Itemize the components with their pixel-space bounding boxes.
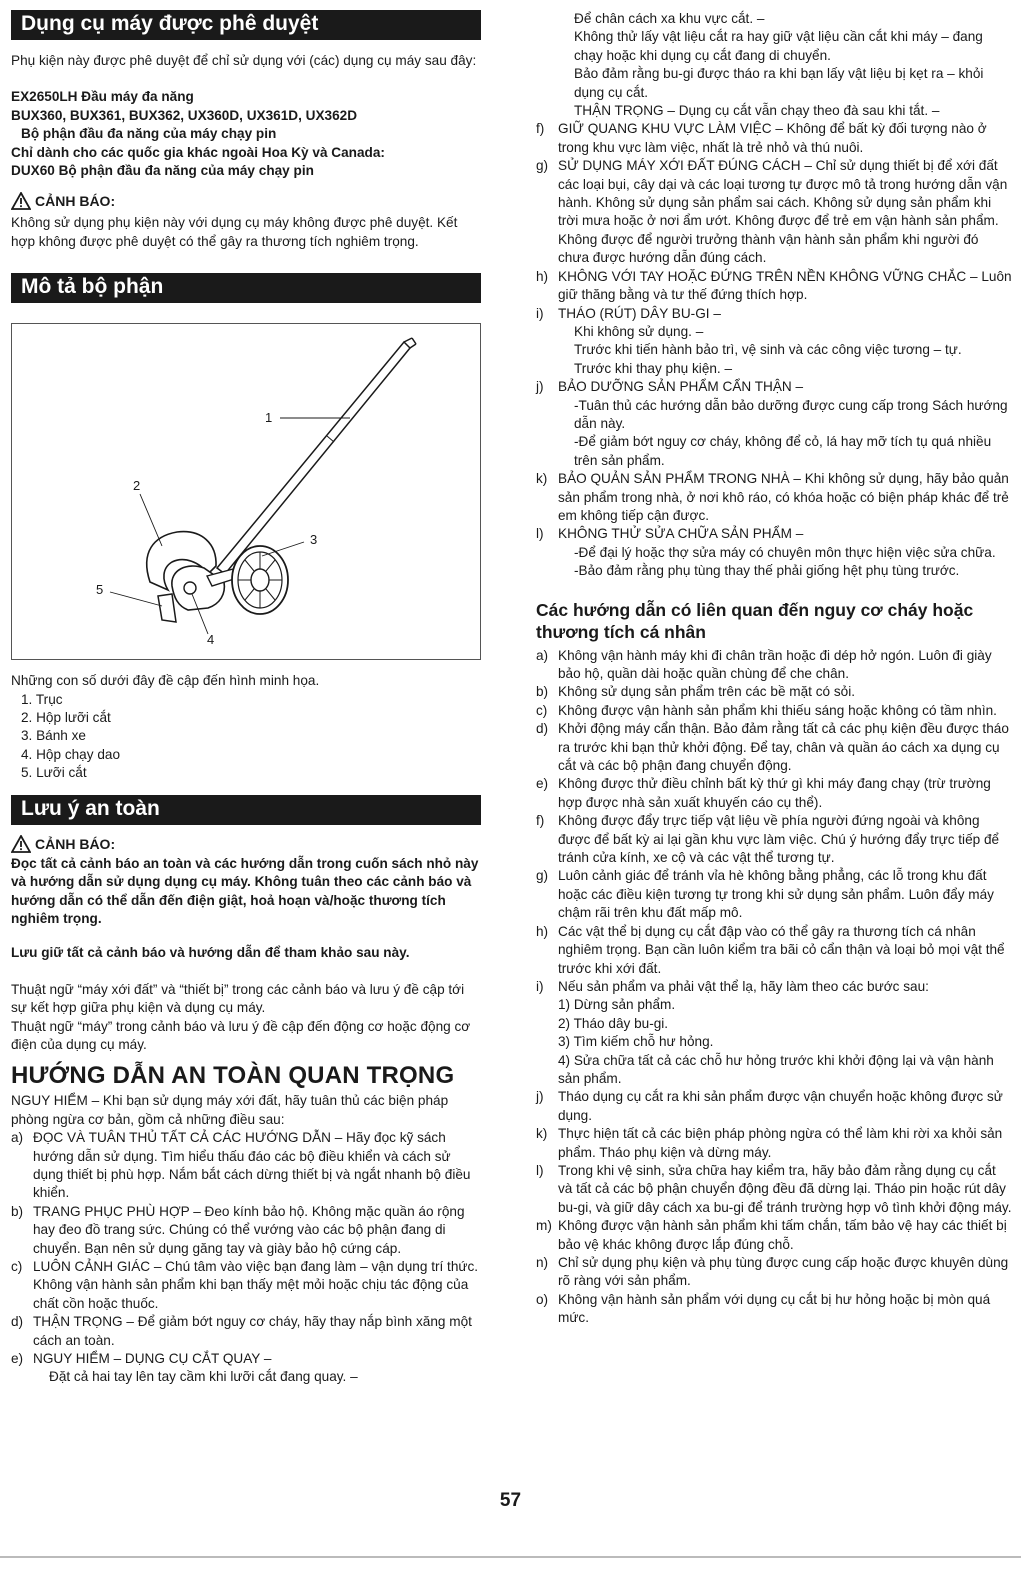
item-label: c) <box>536 702 548 718</box>
list-item <box>536 268 1012 305</box>
item-text: TRANG PHỤC PHÙ HỢP – Đeo kính bảo hộ. Không mặc quần áo rộng hay đeo đồ trang sức. Chúng có thể vướng vào các bộ phận đang di chuyển. Bạn nên sử dụng găng tay và giày bảo hộ cứng cáp. <box>33 1203 465 1256</box>
item-text: SỬ DỤNG MÁY XỚI ĐẤT ĐÚNG CÁCH – Chỉ sử dụng thiết bị để xới đất các loại bụi, cây dại và các loại tương tự được mô tả trong hướng dẫn vận hành. Không sử dụng sản phẩm sai cách. Không sử dụng sản phẩm khi trời mưa hoặc ở nơi ẩm ướt. Không được để trẻ em vận hành sản phẩm. Không được để người trưởng thành vận hành sản phẩm khi người đó chưa được hướng dẫn đúng cách. <box>558 158 1008 266</box>
item-text: THẬN TRỌNG – Để giảm bớt nguy cơ cháy, hãy thay nắp bình xăng một cách an toàn. <box>33 1314 472 1348</box>
item-label: i) <box>536 978 544 994</box>
item-text: ĐỌC VÀ TUÂN THỦ TẤT CẢ CÁC HƯỚNG DẪN – Hãy đọc kỹ sách hướng dẫn sử dụng. Tìm hiểu thấu đáo các bộ điều khiển và cách sử dụng thiết bị phù hợp. Nắm bắt cách dừng thiết bị và ngắt nhanh bộ điều khiển. <box>33 1130 471 1201</box>
item-text: Thực hiện tất cả các biện pháp phòng ngừa có thể làm khi rời xa khỏi sản phẩm. Tháo phụ kiện và dừng máy. <box>558 1126 1003 1160</box>
list-item <box>11 1313 481 1350</box>
item-text: LUÔN CẢNH GIÁC – Chú tâm vào việc bạn đang làm – vận dụng trí thức. Không vận hành sản phẩm khi bạn thấy mệt mỏi hoặc chịu tác động của chất cồn hoặc thuốc. <box>33 1259 479 1311</box>
item-i-sub: Khi không sử dụng. – <box>574 323 704 339</box>
item-text: GIỮ QUANG KHU VỰC LÀM VIỆC – Không để bất kỳ đối tượng nào ở trong khu vực làm việc, nhất là trẻ nhỏ và thú nuôi. <box>558 121 987 155</box>
item-text: Luôn cảnh giác để tránh vỉa hè không bằng phẳng, các lỗ trong khu đất hoặc các điều kiện tương tự trong khi sử dụng sản phẩm. Luôn đẩy máy chậm rãi trên khu đất mấp mô. <box>558 868 994 921</box>
item-label: h) <box>536 268 549 284</box>
item-text: Tháo dụng cụ cắt ra khi sản phẩm được vận chuyển hoặc không được sử dụng. <box>558 1089 1003 1123</box>
item-text: Các vật thể bị dụng cụ cắt đập vào có thể gây ra thương tích cá nhân nghiêm trọng. Bạn cần luôn kiểm tra bãi cỏ cẩn thận và loại bỏ mọi vật thể trước khi xới đất. <box>558 923 1005 976</box>
item-text: Không vận hành sản phẩm với dụng cụ cắt bị hư hỏng hoặc bị mòn quá mức. <box>558 1291 991 1326</box>
item-e-cont: Để chân cách xa khu vực cắt. – <box>574 11 765 26</box>
item-label: b) <box>536 684 549 700</box>
keep-instructions: Lưu giữ tất cả cảnh báo và hướng dẫn để tham khảo sau này. <box>11 945 410 961</box>
model-line: BUX360, BUX361, BUX362, UX360D, UX361D, UX362D <box>11 107 358 123</box>
item-label: k) <box>536 471 548 487</box>
item-label: l) <box>536 526 544 542</box>
list-item <box>536 1291 1012 1328</box>
item-label: l) <box>536 1162 544 1178</box>
item-label: g) <box>536 868 549 884</box>
list-item <box>536 1162 1012 1217</box>
item-label: j) <box>536 379 544 395</box>
model-line: Bộ phận đầu đa năng của máy chạy pin <box>21 126 277 142</box>
item-label: n) <box>536 1255 549 1270</box>
item-label: d) <box>11 1314 24 1330</box>
item-l-sub: -Bảo đảm rằng phụ tùng thay thế phải giống hệt phụ tùng trước. <box>574 563 960 579</box>
item-text: Không vận hành máy khi đi chân trần hoặc đi dép hở ngón. Luôn đi giày bảo hộ, quần dài hoặc quần chùng để che chân. <box>558 647 992 681</box>
list-item <box>536 378 1012 396</box>
item-i-sub: Trước khi tiến hành bảo trì, vệ sinh và các công việc tương – tự. <box>574 342 962 358</box>
list-item <box>536 1088 1012 1125</box>
list-item <box>11 1258 481 1313</box>
item-label: g) <box>536 158 549 174</box>
item-e-cont: THẬN TRỌNG – Dụng cụ cắt vẫn chạy theo đà sau khi tắt. – <box>574 103 940 119</box>
list-item <box>536 120 1012 157</box>
fire-injury-list <box>536 647 1012 1328</box>
item-text: Không được vận hành sản phẩm khi tấm chắn, tấm bảo vệ hay các thiết bị bảo vệ khác không được lắp đúng chỗ. <box>558 1218 1007 1252</box>
item-text: Không được thử điều chỉnh bất kỳ thứ gì khi máy đang chạy (trừ trường hợp được nhà sản xuất khuyến cáo cụ thể). <box>558 776 991 810</box>
callout-5: 5 <box>96 582 104 598</box>
item-text: KHÔNG VỚI TAY HOẶC ĐỨNG TRÊN NỀN KHÔNG VỮNG CHẮC – Luôn giữ thăng bằng và tư thế đứng thích hợp. <box>558 268 1012 303</box>
parts-list-item: 3. Bánh xe <box>21 728 86 744</box>
item-text: BẢO QUẢN SẢN PHẨM TRONG NHÀ – Khi không sử dụng, hãy bảo quản sản phẩm trong nhà, ở nơi khô ráo, có khóa hoặc có biện pháp khác để trẻ em không tiếp cận được. <box>558 471 1009 523</box>
parts-list-item: 4. Hộp chạy dao <box>21 746 120 762</box>
callout-2: 2 <box>133 478 141 494</box>
step-item: 2) Tháo dây bu-gi. <box>558 1015 669 1031</box>
danger-intro: NGUY HIỂM – Khi bạn sử dụng máy xới đất, hãy tuân thủ các biện pháp phòng ngừa cơ bản, gồm cả những điều sau: <box>11 1093 449 1127</box>
item-label: c) <box>11 1259 23 1274</box>
item-label: e) <box>536 776 549 792</box>
parts-list <box>21 691 481 783</box>
list-item <box>536 775 1012 812</box>
item-label: i) <box>536 305 544 321</box>
item-text: Không được đẩy trực tiếp vật liệu về phía người đứng ngoài và không được để bất kỳ ai lại gần khu vực làm việc. Chú ý hướng đẩy trực tiếp để tránh cửa kính, xe cộ và các vật thể tương tự. <box>558 813 1000 866</box>
list-item <box>536 683 1012 701</box>
model-line: Chỉ dành cho các quốc gia khác ngoài Hoa Kỳ và Canada: <box>11 144 385 160</box>
page-number: 57 <box>499 1490 522 1511</box>
left-column <box>11 10 481 1387</box>
item-text: Nếu sản phẩm va phải vật thể lạ, hãy làm theo các bước sau: <box>558 978 929 994</box>
list-item <box>536 867 1012 922</box>
approved-intro: Phụ kiện này được phê duyệt để chỉ sử dụng với (các) dụng cụ máy sau đây: <box>11 53 477 68</box>
item-label: e) <box>11 1351 24 1367</box>
list-item <box>536 702 1012 720</box>
important-safety-heading: HƯỚNG DẪN AN TOÀN QUAN TRỌNG <box>11 1062 455 1090</box>
callout-1: 1 <box>265 410 273 426</box>
item-text: Khởi động máy cẩn thận. Bảo đảm rằng tất cả các phụ kiện đều được tháo ra trước khi bạn thử khởi động. Để tay, chân và quần áo cách xa dụng cụ cắt và các bộ phận đang chuyển động. <box>558 721 1009 774</box>
warning-text-unapproved: Không sử dụng phụ kiện này với dụng cụ máy không được phê duyệt. Kết hợp không được phê duyệt có thể gây ra thương tích nghiêm trọng. <box>11 215 458 249</box>
item-label: d) <box>536 721 549 737</box>
list-item <box>536 1125 1012 1162</box>
section-title-approved-tools: Dụng cụ máy được phê duyệt <box>11 10 481 40</box>
warning-read-all: Đọc tất cả cảnh báo an toàn và các hướng dẫn trong cuốn sách nhỏ này và hướng dẫn sử dụng dụng cụ máy. Không tuân theo các cảnh báo và hướng dẫn có thể dẫn đến điện giật, hoả hoạn và/hoặc thương tích nghiêm trọng. <box>11 855 479 926</box>
terms-paragraph-2: Thuật ngữ “máy” trong cảnh báo và lưu ý đề cập đến động cơ hoặc động cơ điện của dụng cụ máy. <box>11 1018 471 1052</box>
list-item <box>536 812 1012 867</box>
item-label: j) <box>536 1089 544 1105</box>
list-item <box>11 1129 481 1203</box>
parts-list-item: 5. Lưỡi cắt <box>21 765 87 781</box>
warning-triangle-icon <box>11 835 31 853</box>
item-e-sub: Đặt cả hai tay lên tay cầm khi lưỡi cắt đang quay. – <box>49 1369 358 1385</box>
warning-label-text: CẢNH BÁO: <box>35 835 116 852</box>
item-text: Không sử dụng sản phẩm trên các bề mặt có sỏi. <box>558 684 856 700</box>
item-l-sub: -Để đại lý hoặc thợ sửa máy có chuyên môn thực hiện việc sửa chữa. <box>574 544 996 560</box>
list-item <box>536 1217 1012 1254</box>
bottom-divider <box>0 1556 1021 1558</box>
edger-drawing <box>12 324 482 661</box>
right-column <box>536 10 1012 1328</box>
warning-label-text: CẢNH BÁO: <box>35 193 116 210</box>
item-text: KHÔNG THỬ SỬA CHỮA SẢN PHẨM – <box>558 526 804 542</box>
list-item <box>536 525 1012 543</box>
parts-illustration <box>11 323 481 660</box>
model-list <box>11 88 481 180</box>
fire-injury-heading: Các hướng dẫn có liên quan đến nguy cơ cháy hoặc thương tích cá nhân <box>536 599 974 642</box>
parts-list-item: 2. Hộp lưỡi cắt <box>21 710 111 726</box>
callout-4: 4 <box>207 632 215 648</box>
item-text: Không được vận hành sản phẩm khi thiếu sáng hoặc không có tầm nhìn. <box>558 702 997 718</box>
step-item: 4) Sửa chữa tất cả các chỗ hư hỏng trước khi khởi động lại và vận hành sản phẩm. <box>558 1052 994 1086</box>
item-label: m) <box>536 1218 552 1234</box>
item-label: b) <box>11 1203 24 1219</box>
item-text: NGUY HIỂM – DỤNG CỤ CẮT QUAY – <box>33 1351 272 1367</box>
section-title-safety: Lưu ý an toàn <box>11 795 481 825</box>
warning-triangle-icon <box>11 192 31 210</box>
item-label: f) <box>536 813 545 829</box>
terms-paragraph-1: Thuật ngữ “máy xới đất” và “thiết bị” trong các cảnh báo và lưu ý đề cập tới sự kết hợp giữa phụ kiện và dụng cụ máy. <box>11 981 465 1016</box>
item-label: h) <box>536 923 549 939</box>
list-item <box>536 923 1012 978</box>
model-line: DUX60 Bộ phận đầu đa năng của máy chạy pin <box>11 163 314 179</box>
item-i-sub: Trước khi thay phụ kiện. – <box>574 360 733 376</box>
item-label: a) <box>11 1130 24 1146</box>
list-item <box>536 1254 1012 1291</box>
callout-3: 3 <box>310 532 318 548</box>
list-item <box>11 1350 481 1368</box>
parts-list-item: 1. Trục <box>21 691 63 707</box>
list-item <box>536 305 1012 323</box>
item-text: Chỉ sử dụng phụ kiện và phụ tùng được cung cấp hoặc được khuyên dùng rõ ràng với sản phẩm. <box>558 1255 1009 1289</box>
item-j-sub: -Để giảm bớt nguy cơ cháy, không để cỏ, lá hay mỡ tích tụ quá nhiều trên sản phẩm. <box>574 434 992 468</box>
item-e-cont: Không thử lấy vật liệu cắt ra hay giữ vật liệu cần cắt khi máy – đang chạy hoặc khi dụng cụ cắt đang di chuyển. <box>574 29 983 63</box>
item-label: a) <box>536 647 549 663</box>
item-label: f) <box>536 121 545 137</box>
item-e-cont: Bảo đảm rằng bu-gi được tháo ra khi bạn lấy vật liệu bị kẹt ra – khỏi dụng cụ cắt. <box>574 66 984 100</box>
list-item <box>11 1203 481 1258</box>
item-text: Trong khi vệ sinh, sửa chữa hay kiểm tra, hãy bảo đảm rằng dụng cụ cắt và tất cả các bộ phận chuyển động đều đã dừng lại. Tháo pin hoặc rút dây bu-gi, và giữ dây cách xa bu-gi để tránh trường hợp vô tình khởi động máy. <box>558 1162 1012 1215</box>
warning-label-2 <box>11 835 481 853</box>
list-item <box>536 978 1012 996</box>
figure-caption: Những con số dưới đây đề cập đến hình minh họa. <box>11 673 320 689</box>
step-item: 1) Dừng sản phẩm. <box>558 997 676 1013</box>
warning-label <box>11 192 481 210</box>
list-item <box>536 157 1012 267</box>
step-item: 3) Tìm kiếm chỗ hư hỏng. <box>558 1034 714 1050</box>
item-label: k) <box>536 1126 548 1142</box>
item-text: THÁO (RÚT) DÂY BU-GI – <box>558 305 721 321</box>
model-line: EX2650LH Đầu máy đa năng <box>11 89 194 105</box>
list-item <box>536 720 1012 775</box>
section-title-parts: Mô tả bộ phận <box>11 273 481 303</box>
list-item <box>536 647 1012 684</box>
item-text: BẢO DƯỠNG SẢN PHẨM CẨN THẬN – <box>558 379 804 395</box>
item-j-sub: -Tuân thủ các hướng dẫn bảo dưỡng được cung cấp trong Sách hướng dẫn này. <box>574 397 1008 431</box>
item-label: o) <box>536 1291 549 1307</box>
list-item <box>536 470 1012 525</box>
